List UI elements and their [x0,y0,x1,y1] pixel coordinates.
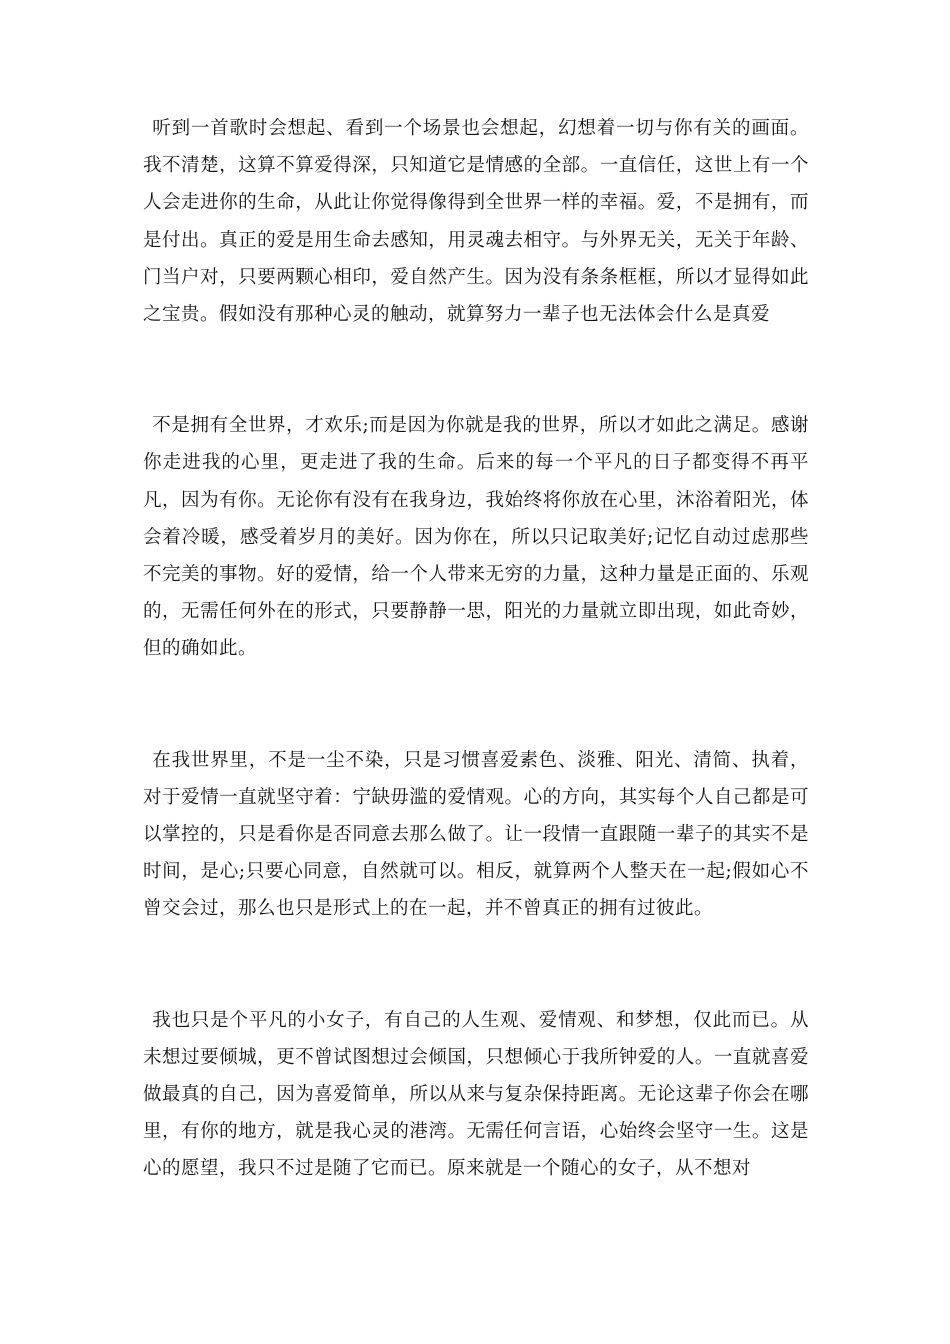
paragraph-2: 不是拥有全世界，才欢乐;而是因为你就是我的世界，所以才如此之满足。感谢你走进我的心里，更走进了我的生命。后来的每一个平凡的日子都变得不再平凡，因为有你。无论你有没有在我身边，我始终将你放在心里，沐浴着阳光，体会着冷暖，感受着岁月的美好。因为你在，所以只记取美好;记忆自动过虑那些不完美的事物。好的爱情，给一个人带来无穷的力量，这种力量是正面的、乐观的，无需任何外在的形式，只要静静一思，阳光的力量就立即出现，如此奇妙，但的确如此。 [143,415,809,660]
document-body [143,110,809,1188]
paragraph-1: 听到一首歌时会想起、看到一个场景也会想起，幻想着一切与你有关的画面。我不清楚，这算不算爱得深，只知道它是情感的全部。一直信任，这世上有一个人会走进你的生命，从此让你觉得像得到全世界一样的幸福。爱，不是拥有，而是付出。真正的爱是用生命去感知，用灵魂去相守。与外界无关，无关于年龄、门当户对，只要两颗心相印，爱自然产生。因为没有条条框框，所以才显得如此之宝贵。假如没有那种心灵的触动，就算努力一辈子也无法体会什么是真爱 [143,118,809,326]
paragraph-3: 在我世界里，不是一尘不染，只是习惯喜爱素色、淡雅、阳光、清简、执着，对于爱情一直就坚守着：宁缺毋滥的爱情观。心的方向，其实每个人自己都是可以掌控的，只是看你是否同意去那么做了。让一段情一直跟随一辈子的其实不是时间，是心;只要心同意，自然就可以。相反，就算两个人整天在一起;假如心不曾交会过，那么也只是形式上的在一起，并不曾真正的拥有过彼此。 [143,749,809,920]
paragraph-4: 我也只是个平凡的小女子，有自己的人生观、爱情观、和梦想，仅此而已。从未想过要倾城，更不曾试图想过会倾国，只想倾心于我所钟爱的人。一直就喜爱做最真的自己，因为喜爱简单，所以从来与复杂保持距离。无论这辈子你会在哪里，有你的地方，就是我心灵的港湾。无需任何言语，心始终会坚守一生。这是心的愿望，我只不过是随了它而已。原来就是一个随心的女子，从不想对 [143,1009,809,1180]
